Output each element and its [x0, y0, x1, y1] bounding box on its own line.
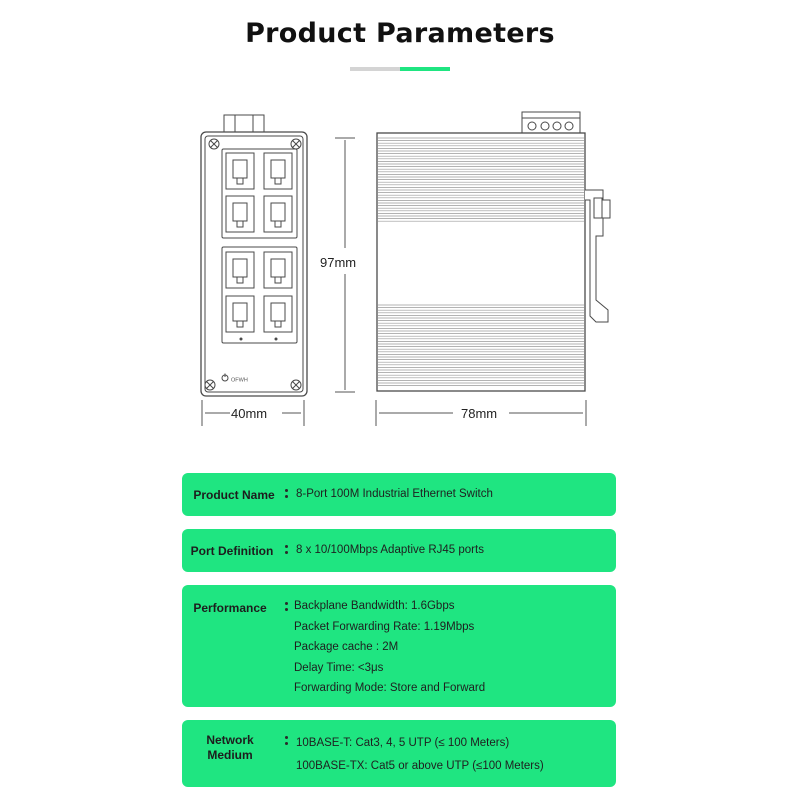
separator-icon — [285, 602, 288, 614]
param-line: Backplane Bandwidth: 1.6Gbps — [294, 600, 455, 612]
separator-icon — [285, 736, 288, 748]
side-view — [377, 112, 610, 391]
param-label-line: Medium — [207, 748, 253, 762]
param-label: Port Definition — [190, 544, 274, 558]
param-port-definition — [182, 529, 616, 572]
height-label: 97mm — [320, 255, 357, 270]
param-network-medium — [182, 720, 616, 787]
brand-mark: OFWH — [231, 377, 248, 384]
param-line: Packet Forwarding Rate: 1.19Mbps — [294, 620, 475, 633]
param-line: 100BASE-TX: Cat5 or above UTP (≤100 Meters) — [296, 760, 544, 772]
separator-icon — [285, 545, 288, 557]
product-drawing — [0, 90, 800, 530]
param-lines — [294, 596, 485, 699]
param-value: 8 x 10/100Mbps Adaptive RJ45 ports — [296, 544, 484, 556]
param-label: Performance — [193, 601, 267, 615]
front-view — [201, 115, 307, 396]
param-line: Package cache : 2M — [294, 641, 399, 653]
param-label: Product Name — [193, 488, 275, 502]
param-line: Forwarding Mode: Store and Forward — [294, 682, 486, 694]
title-underline — [350, 67, 450, 71]
param-performance — [182, 585, 616, 707]
param-line: 10BASE-T: Cat3, 4, 5 UTP (≤ 100 Meters) — [296, 737, 510, 749]
side-width-label: 78mm — [461, 406, 498, 421]
param-product-name — [182, 473, 616, 516]
underline-accent — [400, 67, 450, 71]
underline-grey — [350, 67, 400, 71]
param-value: 8-Port 100M Industrial Ethernet Switch — [296, 488, 493, 500]
param-label-line: Network — [206, 733, 254, 747]
param-line: Delay Time: <3μs — [294, 661, 384, 674]
front-width-label: 40mm — [231, 406, 268, 421]
separator-icon — [285, 489, 288, 501]
page-title: Product Parameters — [245, 18, 555, 49]
param-label — [182, 733, 278, 763]
param-lines — [296, 732, 544, 778]
